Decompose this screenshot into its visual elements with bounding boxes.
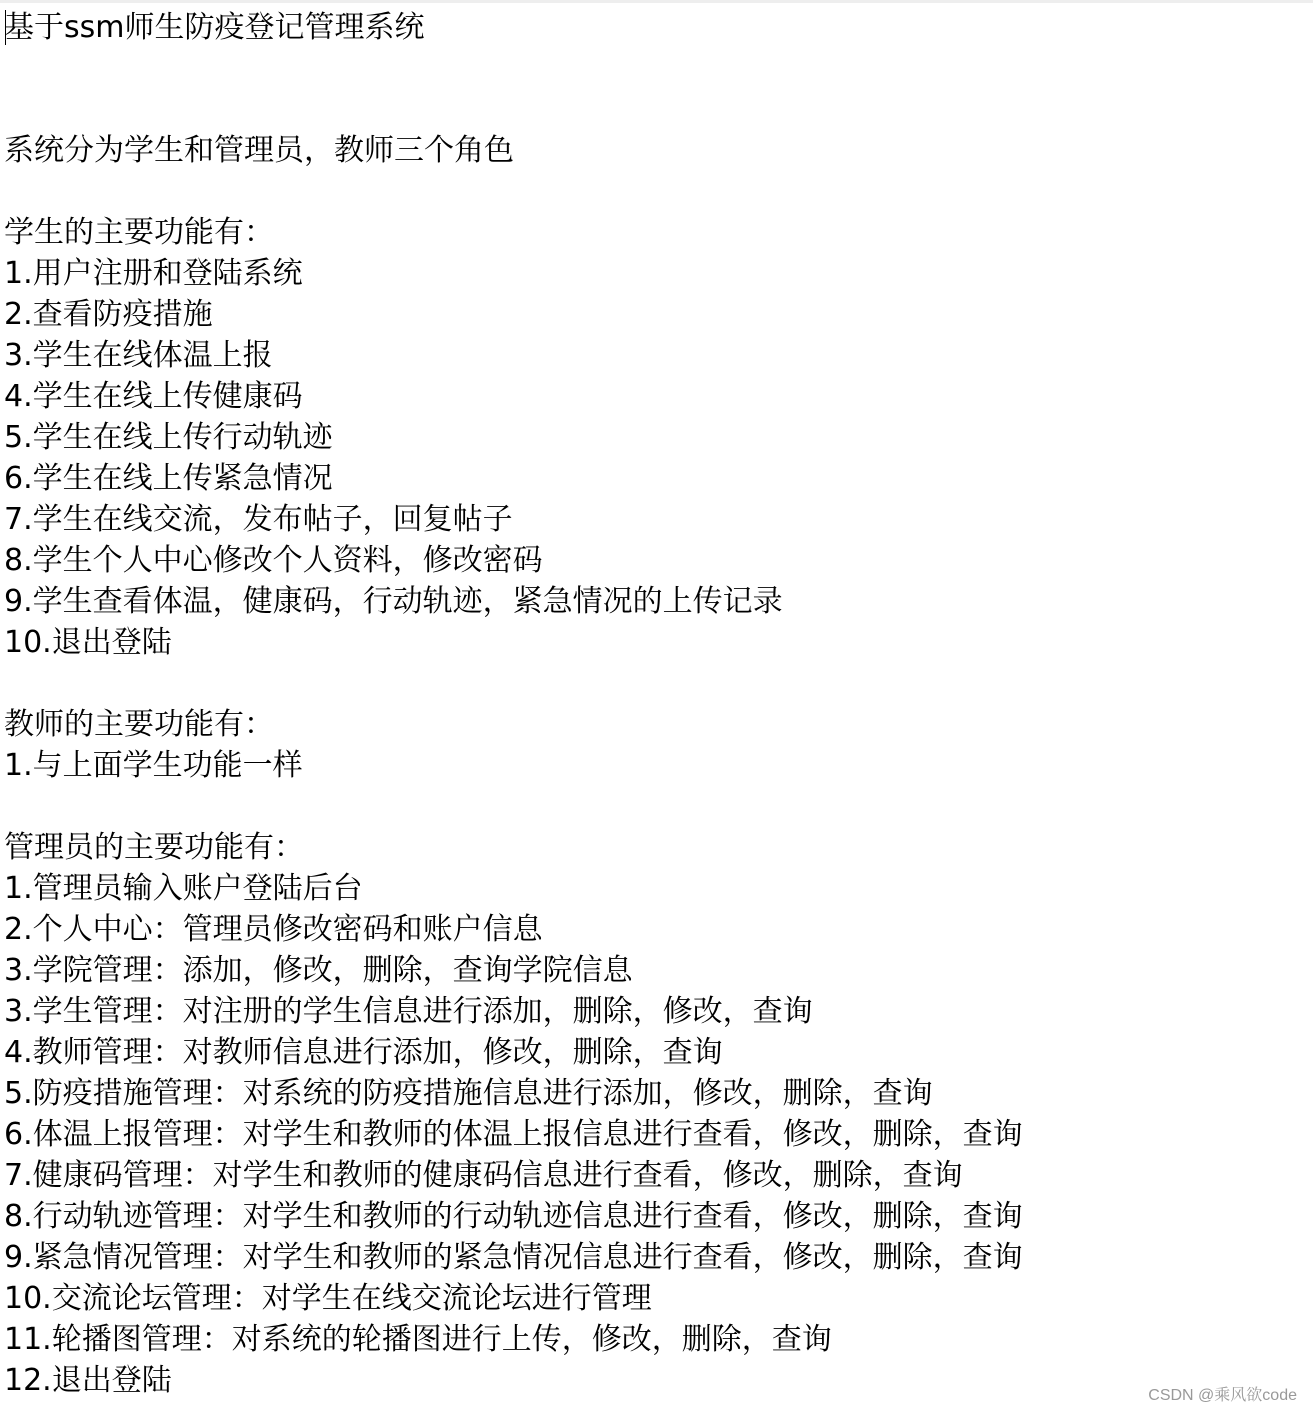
document-body <box>4 7 1304 1401</box>
admin-item: 2.个人中心：管理员修改密码和账户信息 <box>4 912 543 947</box>
admin-item: 6.体温上报管理：对学生和教师的体温上报信息进行查看，修改，删除，查询 <box>4 1117 1023 1152</box>
top-border <box>0 0 1313 3</box>
student-item: 7.学生在线交流，发布帖子，回复帖子 <box>4 502 513 537</box>
student-item: 3.学生在线体温上报 <box>4 338 273 373</box>
document-title: 基于ssm师生防疫登记管理系统 <box>4 10 425 45</box>
teacher-section <box>4 704 1304 786</box>
spacer <box>4 171 1304 212</box>
admin-item: 7.健康码管理：对学生和教师的健康码信息进行查看，修改，删除，查询 <box>4 1158 963 1193</box>
admin-item: 3.学院管理：添加，修改，删除，查询学院信息 <box>4 953 633 988</box>
admin-item: 9.紧急情况管理：对学生和教师的紧急情况信息进行查看，修改，删除，查询 <box>4 1240 1023 1275</box>
student-item: 1.用户注册和登陆系统 <box>4 256 303 291</box>
student-item: 4.学生在线上传健康码 <box>4 379 303 414</box>
student-item: 9.学生查看体温，健康码，行动轨迹，紧急情况的上传记录 <box>4 584 783 619</box>
admin-section <box>4 827 1304 1401</box>
admin-item: 4.教师管理：对教师信息进行添加，修改，删除，查询 <box>4 1035 723 1070</box>
student-section <box>4 212 1304 663</box>
watermark: CSDN @乘风欲code <box>1148 1387 1297 1404</box>
admin-item: 5.防疫措施管理：对系统的防疫措施信息进行添加，修改，删除，查询 <box>4 1076 933 1111</box>
admin-item: 1.管理员输入账户登陆后台 <box>4 871 363 906</box>
student-item: 2.查看防疫措施 <box>4 297 213 332</box>
student-item: 6.学生在线上传紧急情况 <box>4 461 333 496</box>
admin-item: 10.交流论坛管理：对学生在线交流论坛进行管理 <box>4 1281 652 1316</box>
teacher-item: 1.与上面学生功能一样 <box>4 748 303 783</box>
student-heading: 学生的主要功能有： <box>4 215 274 250</box>
admin-item: 8.行动轨迹管理：对学生和教师的行动轨迹信息进行查看，修改，删除，查询 <box>4 1199 1023 1234</box>
intro-text: 系统分为学生和管理员，教师三个角色 <box>4 133 514 168</box>
spacer <box>4 786 1304 827</box>
student-item: 8.学生个人中心修改个人资料，修改密码 <box>4 543 543 578</box>
admin-item: 12.退出登陆 <box>4 1363 172 1398</box>
admin-item: 3.学生管理：对注册的学生信息进行添加，删除，修改，查询 <box>4 994 813 1029</box>
spacer <box>4 663 1304 704</box>
student-item: 5.学生在线上传行动轨迹 <box>4 420 333 455</box>
spacer <box>4 48 1304 130</box>
admin-heading: 管理员的主要功能有： <box>4 830 304 865</box>
admin-item: 11.轮播图管理：对系统的轮播图进行上传，修改，删除，查询 <box>4 1322 832 1357</box>
teacher-heading: 教师的主要功能有： <box>4 707 274 742</box>
student-item: 10.退出登陆 <box>4 625 172 660</box>
